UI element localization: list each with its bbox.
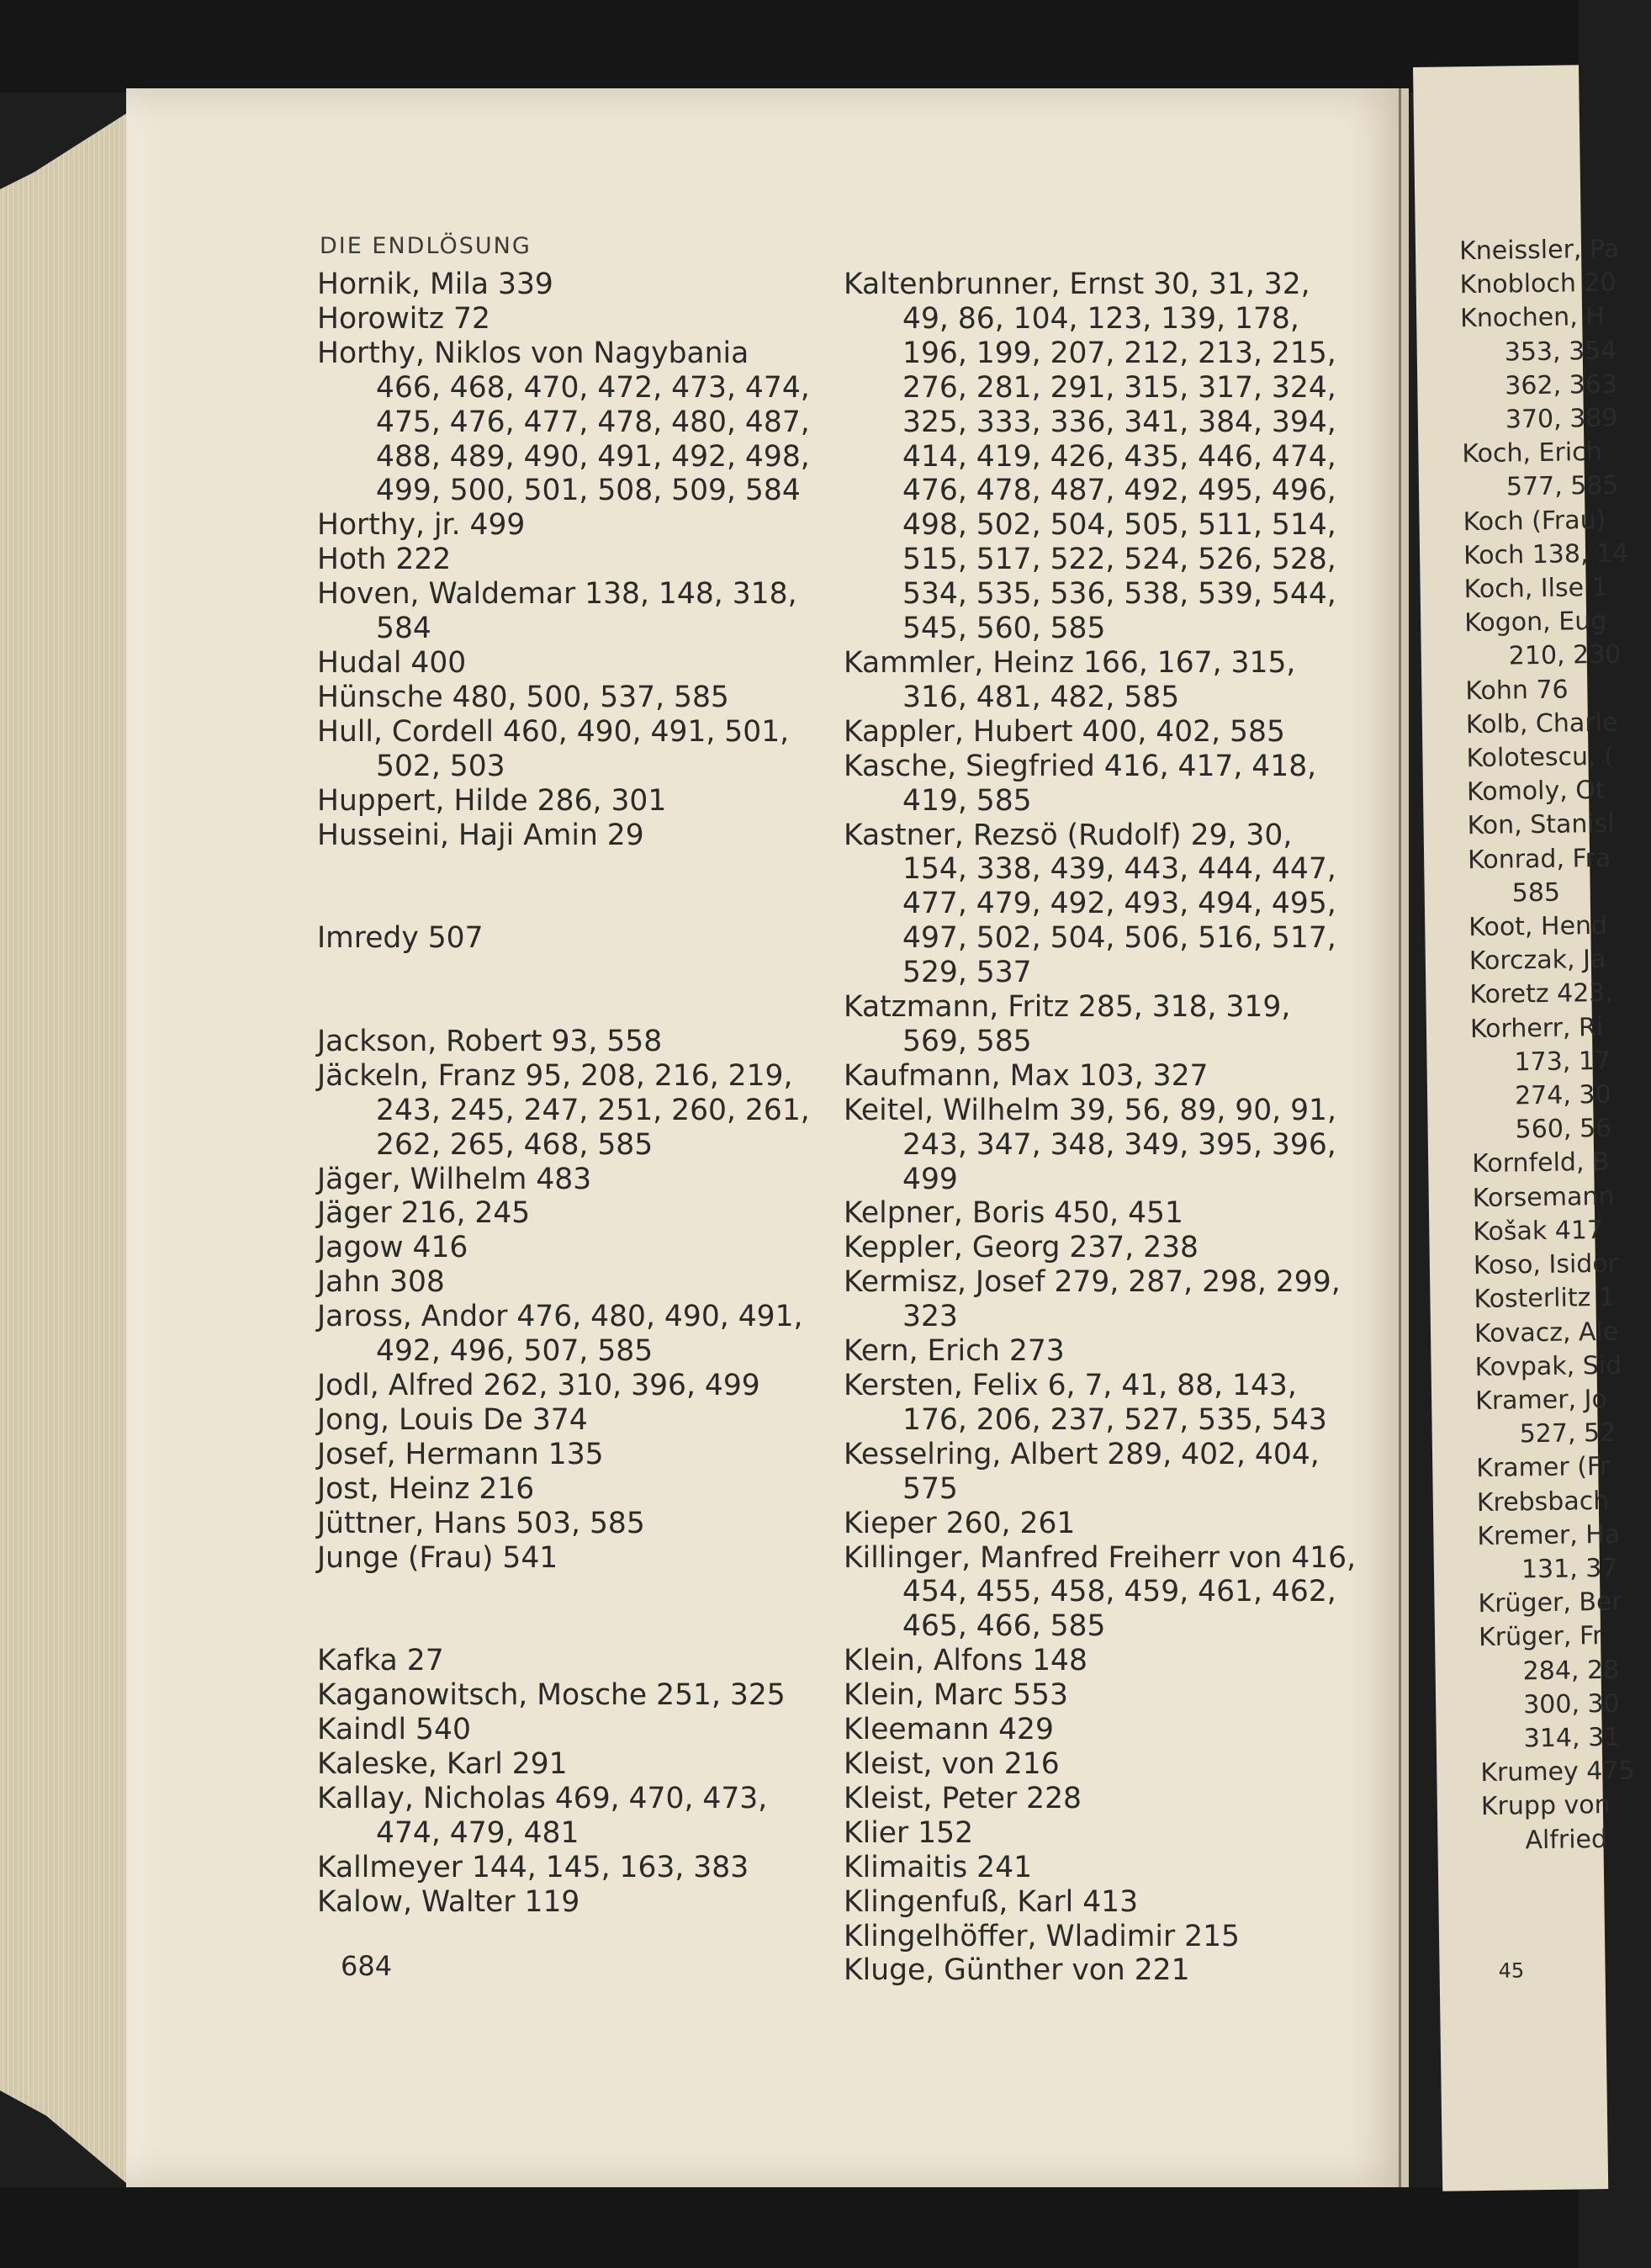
- index-entry: Jodl, Alfred 262, 310, 396, 499: [317, 1368, 760, 1402]
- gutter-shadow: [1399, 88, 1401, 2187]
- index-entry: Kammler, Heinz 166, 167, 315, 316, 481, 482, 585: [844, 645, 1296, 714]
- index-entry: Hornik, Mila 339: [317, 268, 553, 301]
- background-bottom: [0, 2187, 1579, 2268]
- adjacent-line: Kogon, Eug: [1463, 607, 1607, 639]
- index-entry: Kalow, Walter 119: [317, 1884, 580, 1919]
- index-entry: Kleist, von 216: [844, 1746, 1060, 1781]
- index-entry: Kieper 260, 261: [844, 1506, 1076, 1540]
- adjacent-line: Kremer, Ha: [1477, 1519, 1621, 1551]
- index-entry: Kappler, Hubert 400, 402, 585: [844, 714, 1285, 749]
- index-entry: Kersten, Felix 6, 7, 41, 88, 143, 176, 206, 237, 527, 535, 543: [844, 1369, 1327, 1437]
- adjacent-line: 370, 389: [1505, 403, 1618, 435]
- index-entry: Keppler, Georg 237, 238: [844, 1231, 1199, 1265]
- adjacent-line: Kohn 76: [1465, 675, 1569, 706]
- adjacent-line: Korsemann: [1472, 1181, 1615, 1213]
- index-entry: Kaleske, Karl 291: [317, 1746, 568, 1781]
- index-entry: Junge (Frau) 541: [317, 1540, 558, 1575]
- adjacent-line: Koch, Ilse 1: [1463, 572, 1608, 605]
- adjacent-line: Koch (Frau): [1463, 505, 1606, 537]
- index-entry: Jüttner, Hans 503, 585: [317, 1506, 645, 1540]
- adjacent-line: Kramer, Jo: [1474, 1384, 1608, 1417]
- index-entry: Kasche, Siegfried 416, 417, 418, 419, 585: [844, 749, 1317, 818]
- background-top: [0, 0, 1579, 93]
- adjacent-line: 274, 30: [1514, 1079, 1611, 1111]
- index-entry: Klier 152: [844, 1815, 974, 1850]
- letter-group-gap: [317, 956, 822, 1025]
- index-entry: Horthy, jr. 499: [317, 508, 526, 543]
- index-entry: Keitel, Wilhelm 39, 56, 89, 90, 91, 243, 347, 348, 349, 395, 396, 499: [844, 1093, 1336, 1196]
- adjacent-page: [1413, 65, 1635, 2191]
- index-entry: Jong, Louis De 374: [317, 1402, 588, 1437]
- index-entry: Kleemann 429: [844, 1713, 1054, 1747]
- adjacent-line: 131, 37: [1521, 1553, 1618, 1585]
- index-entry: Kastner, Rezsö (Rudolf) 29, 30, 154, 338, 439, 443, 444, 447, 477, 479, 492, 493, 494, 495, 497, 502, 504, 506, 516, 517, 529, 537: [844, 818, 1336, 990]
- adjacent-line: Koot, Hend: [1468, 910, 1608, 943]
- index-entry: Jaross, Andor 476, 480, 490, 491, 492, 496, 507, 585: [317, 1300, 803, 1369]
- index-entry: Husseini, Haji Amin 29: [317, 818, 644, 852]
- index-entry: Kaufmann, Max 103, 327: [844, 1058, 1209, 1093]
- adjacent-line: Kneissler, Pa: [1458, 234, 1620, 267]
- adjacent-line: Komoly, Ot: [1466, 776, 1606, 808]
- index-entry: Kallmeyer 144, 145, 163, 383: [317, 1850, 749, 1884]
- adjacent-line: Krüger, Ber: [1478, 1587, 1623, 1619]
- adjacent-line: 353, 354: [1504, 336, 1617, 368]
- adjacent-line: Koso, Isidor: [1473, 1248, 1619, 1281]
- adjacent-line: 300, 30: [1522, 1688, 1620, 1720]
- adjacent-line: Alfried: [1525, 1824, 1608, 1855]
- index-column-right: [844, 268, 1357, 1988]
- adjacent-line: Knochen, H: [1459, 302, 1606, 334]
- adjacent-line: Knobloch 20: [1459, 268, 1617, 300]
- index-entry: Kafka 27: [317, 1644, 444, 1678]
- index-entry: Huppert, Hilde 286, 301: [317, 783, 667, 818]
- index-entry: Jost, Heinz 216: [317, 1471, 535, 1506]
- adjacent-line: 284, 28: [1522, 1655, 1620, 1686]
- adjacent-line: Kolotescu, (: [1466, 741, 1615, 774]
- adjacent-line: 527, 52: [1519, 1418, 1617, 1449]
- index-entry: Kermisz, Josef 279, 287, 298, 299, 323: [844, 1265, 1341, 1334]
- adjacent-line: Kramer (Fr: [1476, 1452, 1611, 1484]
- adjacent-line: Koch, Erich: [1462, 437, 1602, 469]
- adjacent-line: Kon, Stanisl: [1467, 809, 1615, 841]
- adjacent-line: 362, 363: [1505, 369, 1618, 401]
- book-page-edges: [0, 114, 126, 2183]
- adjacent-line: 173, 17: [1514, 1046, 1611, 1078]
- index-entry: Jahn 308: [317, 1265, 445, 1300]
- index-entry: Kesselring, Albert 289, 402, 404, 575: [844, 1437, 1320, 1506]
- page-number: 684: [341, 1950, 393, 1982]
- adjacent-line: Koretz 423,: [1469, 978, 1614, 1010]
- index-entry: Klingelhöffer, Wladimir 215: [844, 1919, 1240, 1953]
- index-entry: Jäger 216, 245: [317, 1196, 531, 1231]
- index-entry: Jackson, Robert 93, 558: [317, 1024, 663, 1058]
- adjacent-line: Košak 417: [1473, 1215, 1604, 1248]
- index-entry: Hoth 222: [317, 543, 452, 577]
- adjacent-line: 577, 585: [1505, 471, 1619, 502]
- index-entry: Jäger, Wilhelm 483: [317, 1162, 592, 1196]
- adjacent-line: 314, 31: [1523, 1722, 1621, 1754]
- index-entry: Imredy 507: [317, 921, 484, 956]
- adjacent-line: Krebsbach: [1476, 1486, 1610, 1518]
- index-entry: Horthy, Niklos von Nagybania 466, 468, 470, 472, 473, 474, 475, 476, 477, 478, 480, 487, 488, 489, 490, 491, 492, 498, 499, 500, 501, 508, 509, 584: [317, 336, 810, 508]
- index-entry: Hoven, Waldemar 138, 148, 318, 584: [317, 577, 797, 646]
- letter-group-gap: [317, 852, 822, 921]
- index-entry: Killinger, Manfred Freiherr von 416, 454, 455, 458, 459, 461, 462, 465, 466, 585: [844, 1540, 1357, 1644]
- adjacent-line: Krumey 475: [1480, 1756, 1635, 1788]
- adjacent-line: Krüger, Fr: [1478, 1621, 1603, 1653]
- adjacent-line: Kosterlitz 1: [1474, 1283, 1616, 1315]
- adjacent-line: Krupp von: [1480, 1790, 1611, 1822]
- index-entry: Klimaitis 241: [844, 1850, 1033, 1884]
- adjacent-line: Konrad, Fra: [1467, 843, 1611, 875]
- index-entry: Kelpner, Boris 450, 451: [844, 1196, 1183, 1231]
- letter-group-gap: [317, 1575, 822, 1644]
- index-entry: Kleist, Peter 228: [844, 1781, 1082, 1815]
- adjacent-page-number: 45: [1498, 1958, 1525, 1983]
- adjacent-line: 560, 56: [1515, 1114, 1612, 1145]
- index-entry: Jagow 416: [317, 1231, 468, 1265]
- adjacent-page-index: [1459, 233, 1647, 1858]
- index-entry: Klein, Alfons 148: [844, 1644, 1087, 1678]
- adjacent-line: 585: [1511, 877, 1561, 909]
- adjacent-line: Korherr, Ri: [1469, 1012, 1604, 1044]
- index-entry: Klein, Marc 553: [844, 1678, 1068, 1713]
- index-entry: Klingenfuß, Karl 413: [844, 1884, 1139, 1919]
- adjacent-line: Kolb, Charle: [1465, 707, 1618, 740]
- index-entry: Hudal 400: [317, 645, 467, 680]
- index-entry: Kern, Erich 273: [844, 1334, 1065, 1369]
- adjacent-line: Korczak, Ja: [1468, 945, 1606, 977]
- index-entry: Kaganowitsch, Mosche 251, 325: [317, 1678, 786, 1713]
- index-entry: Kaltenbrunner, Ernst 30, 31, 32, 49, 86, 104, 123, 139, 178, 196, 199, 207, 212, 213, 215, 276, 281, 291, 315, 317, 324, 325, 333, 336, 341, 384, 394, 414, 419, 426, 435, 446, 474, 476, 478, 487, 492, 495, 496, 498, 502, 504, 505, 511, 514, 515, 517, 522, 524, 526, 528, 534, 535, 536, 538, 539, 544, 545, 560, 585: [844, 268, 1336, 646]
- index-entry: Kallay, Nicholas 469, 470, 473, 474, 479, 481: [317, 1781, 768, 1850]
- index-entry: Jäckeln, Franz 95, 208, 216, 219, 243, 245, 247, 251, 260, 261, 262, 265, 468, 585: [317, 1058, 810, 1162]
- index-entry: Kaindl 540: [317, 1713, 471, 1747]
- index-entry: Katzmann, Fritz 285, 318, 319, 569, 585: [844, 990, 1291, 1058]
- index-entry: Horowitz 72: [317, 301, 490, 336]
- index-entry: Kluge, Günther von 221: [844, 1953, 1190, 1988]
- index-entry: Josef, Hermann 135: [317, 1437, 604, 1471]
- adjacent-line: 210, 230: [1508, 640, 1622, 671]
- index-column-left: [317, 268, 822, 1919]
- index-entry: Hull, Cordell 460, 490, 491, 501, 502, 503: [317, 714, 790, 783]
- index-entry: Hünsche 480, 500, 537, 585: [317, 680, 729, 714]
- adjacent-line: Kovpak, Sid: [1474, 1350, 1622, 1382]
- adjacent-line: Koch 138, 14: [1463, 538, 1629, 571]
- adjacent-line: Kovacz, Ale: [1474, 1317, 1619, 1349]
- running-head: DIE ENDLÖSUNG: [320, 233, 532, 259]
- adjacent-line: Kornfeld, B: [1471, 1147, 1610, 1179]
